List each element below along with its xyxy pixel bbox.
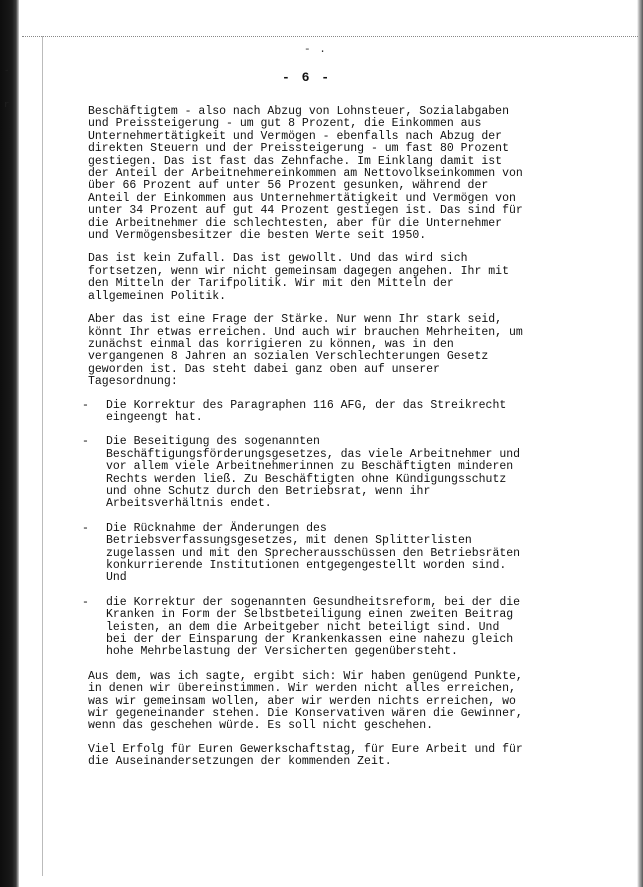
- paragraph: Beschäftigtem - also nach Abzug von Lohnsteuer, Sozialabgaben und Preissteigerung - um gut 8 Prozent, die Einkommen aus Unternehmertätigkeit und Vermögen - ebenfalls nach Abzug der direkten Steuern und der Preissteigerung - um fast 80 Prozent gestiegen. Das ist fast das Zehnfache. Im Einklang damit ist der Anteil der Arbeitnehmereinkommen am Nettovolkseinkommen von über 66 Prozent auf unter 56 Prozent gesunken, während der Anteil der Einkommen aus Unternehmertätigkeit und Vermögen von unter 34 Prozent auf gut 44 Prozent gestiegen ist. Das sind für die Arbeitnehmer die schlechtesten, aber für die Unternehmer und Vermögensbesitzer die besten Werte seit 1950.: [88, 105, 523, 243]
- list-item-text: die Korrektur der sogenannten Gesundheitsreform, bei der die Kranken in Form der Selbstbeteiligung einen zweiten Beitrag leisten, an dem die Arbeitgeber nicht beteiligt sind. Und bei der der Einsparung der Krankenkassen eine nahezu gleich hohe Mehrbelastung der Versicherten gegenübersteht.: [106, 595, 521, 659]
- list-item: [82, 400, 566, 425]
- scan-top-edge: [0, 0, 643, 4]
- scan-right-shadow: [637, 0, 643, 887]
- paragraph: Viel Erfolg für Euren Gewerkschaftstag, für Eure Arbeit und für die Auseinandersetzungen der kommenden Zeit.: [88, 742, 523, 769]
- scan-left-shadow: [0, 0, 19, 887]
- document-body: [82, 105, 566, 780]
- page-top-edge: [22, 36, 638, 37]
- list-dash: -: [82, 521, 89, 535]
- page-left-edge: [42, 36, 43, 876]
- page-number: - 6 -: [282, 70, 332, 85]
- list-item: [82, 436, 566, 510]
- paragraph: Das ist kein Zufall. Das ist gewollt. Und das wird sich fortsetzen, wenn wir nicht gemeinsam dagegen angehen. Ihr mit den Mitteln der Tarifpolitik. Wir mit den Mitteln der allgemeinen Politik.: [88, 252, 509, 303]
- list-dash: -: [82, 595, 89, 609]
- top-mark: - .: [304, 44, 327, 56]
- list-item-text: Die Beseitigung des sogenannten Beschäftigungsförderungsgesetzes, das viele Arbeitnehmer und vor allem viele Arbeitnehmerinnen zu Beschäftigten minderen Rechts werden ließ. Zu Beschäftigten ohne Kündigungsschutz und ohne Schutz durch den Betriebsrat, wenn ihr Arbeitsverhältnis endet.: [106, 435, 521, 511]
- list-item: [82, 523, 566, 585]
- paragraph: Aber das ist eine Frage der Stärke. Nur wenn Ihr stark seid, könnt Ihr etwas erreichen. Und auch wir brauchen Mehrheiten, um zunächst einmal das korrigieren zu können, was in den vergangenen 8 Jahren an sozialen Verschlechterungen Gesetz geworden ist. Das steht dabei ganz oben auf unserer Tagesordnung:: [88, 313, 523, 389]
- list-item-text: Die Rücknahme der Änderungen des Betriebsverfassungsgesetzes, mit denen Splitterlisten zugelassen und mit den Sprecherausschüssen den Betriebsräten konkurrierende Institutionen entgegengestellt worden sind. Und: [106, 521, 521, 585]
- list-dash: -: [82, 435, 89, 449]
- paragraph: Aus dem, was ich sagte, ergibt sich: Wir haben genügend Punkte, in denen wir übereinstimmen. Wir werden nicht alles erreichen, was wir gemeinsam wollen, aber wir werden nichts erreichen, wo wir gegeneinander stehen. Die Konservativen wären die Gewinner, wenn das geschehen würde. Es soll nicht geschehen.: [88, 669, 523, 733]
- list-dash: -: [82, 398, 89, 412]
- margin-mark: -: [4, 66, 10, 76]
- list-item-text: Die Korrektur des Paragraphen 116 AFG, der das Streikrecht eingeengt hat.: [106, 398, 507, 424]
- list-item: [82, 597, 566, 659]
- margin-mark: r: [4, 100, 10, 110]
